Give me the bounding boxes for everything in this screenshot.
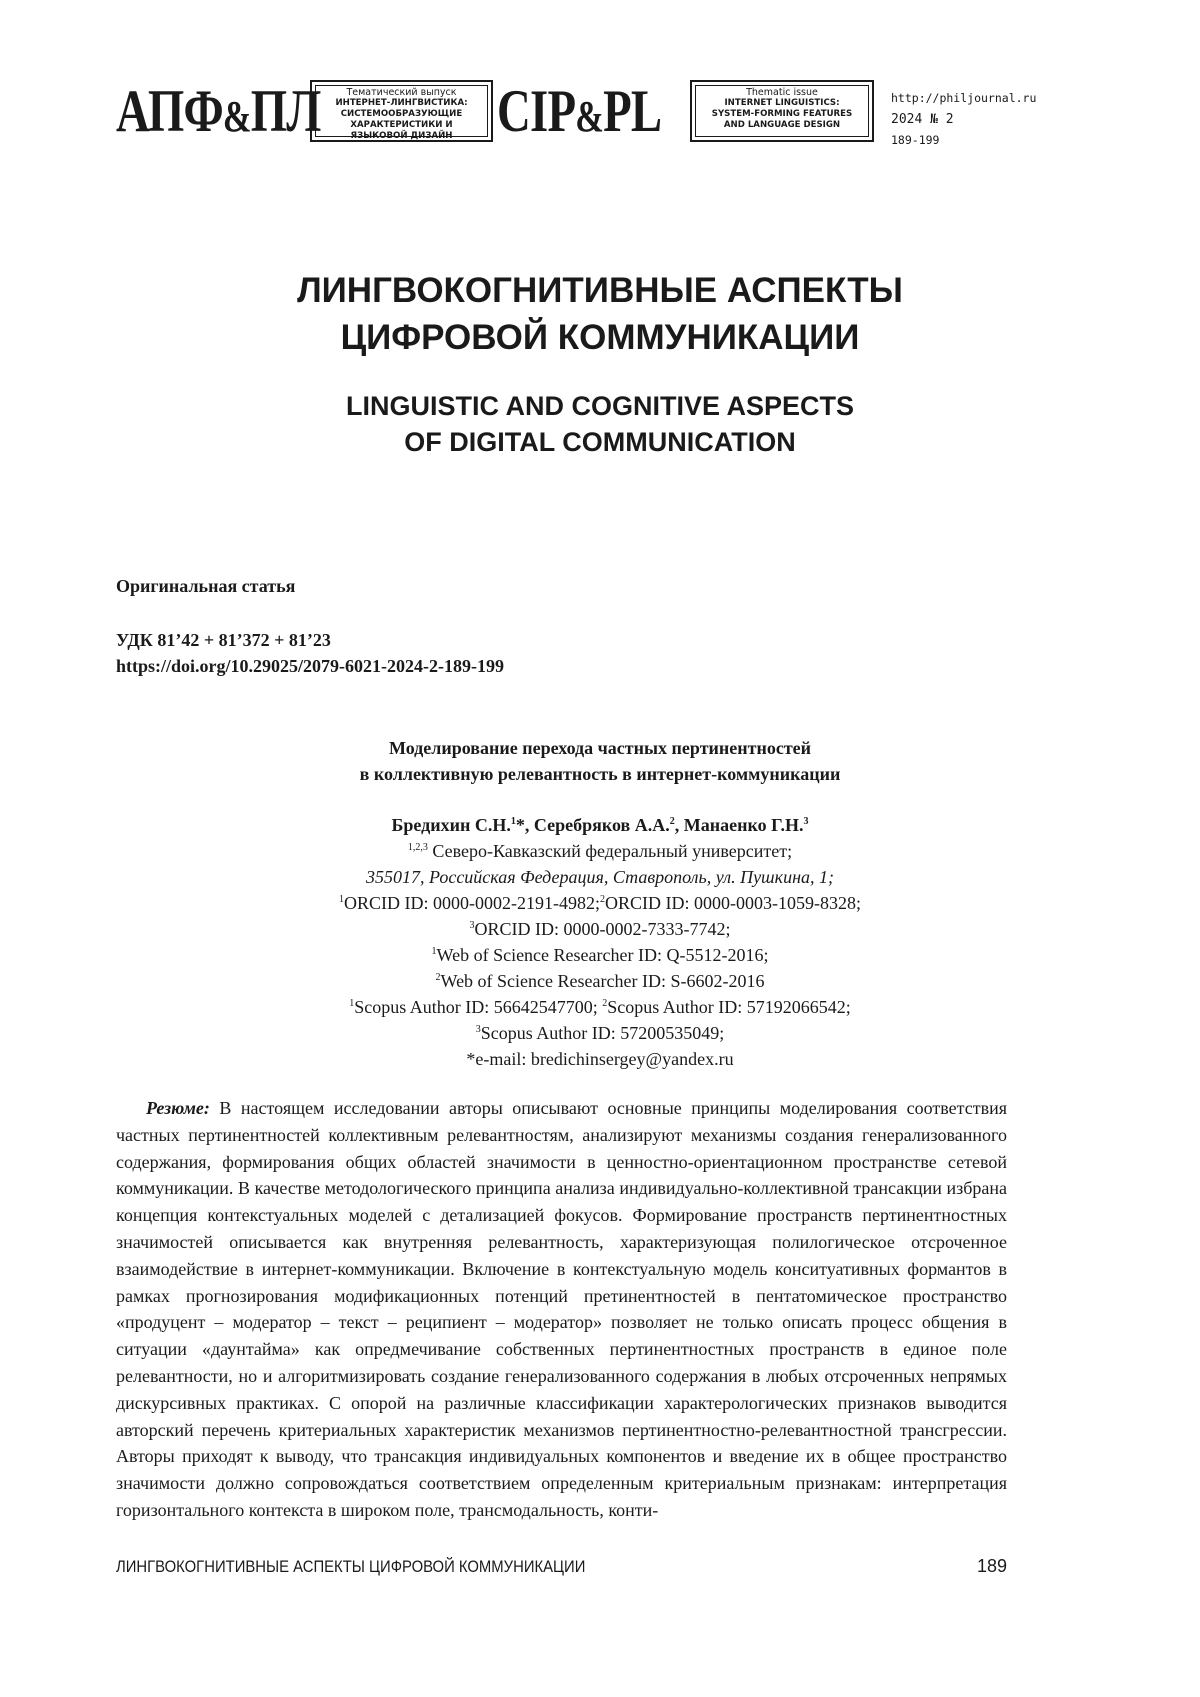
corresponding-email[interactable]: *e-mail: bredichinsergey@yandex.ru [466,1049,734,1069]
abstract-label: Резюме: [146,1098,210,1118]
page-number: 189 [976,1556,1007,1576]
journal-logo-en: CIP&PL [497,78,662,144]
thematic-issue-line: СИСТЕМООБРАЗУЮЩИЕ [340,109,463,119]
thematic-issue-box-ru [310,80,493,142]
page-range: 189-199 [891,133,940,147]
issue-number: 2024 № 2 [891,112,954,127]
scopus-id-line: $^1$Scopus Author ID: 56642547700; $^2$Scopus Author ID: 57192066542; [349,997,851,1017]
publication-info [891,88,1036,151]
udk-doi-block [116,627,504,679]
thematic-issue-line: INTERNET LINGUISTICS: [724,98,840,108]
thematic-issue-line: SYSTEM-FORMING FEATURES [711,109,853,119]
thematic-issue-line: ХАРАКТЕРИСТИКИ И [350,120,453,130]
thematic-issue-box-en [690,80,874,142]
article-title-ru: ЛИНГВОКОГНИТИВНЫЕ АСПЕКТЫ ЦИФРОВОЙ КОММУНИКАЦИИ [297,271,903,357]
article-subtitle: Моделирование перехода частных пертинентностей в коллективную релевантность в интернет-коммуникации [359,738,841,784]
article-type: Оригинальная статья [116,576,296,596]
scopus-id-line: $^3$Scopus Author ID: 57200535049; [475,1023,725,1043]
thematic-issue-label-en: Thematic issue [746,87,818,98]
thematic-issue-label-ru: Тематический выпуск [346,87,457,98]
abstract-text: В настоящем исследовании авторы описывают основные принципы моделирования соответствия частных пертинентностей коллективным релевантностям, анализируют механизмы создания генерализованного содержания, формирования общих областей значимости в ценностно-ориентационном пространстве сетевой коммуникации. В качестве методологического принципа анализа индивидуально-коллективной трансакции избрана концепция контекстуальных моделей с детализацией фокусов. Формирование пространств пертинентностных значимостей описывается как внутренняя релевантность, характеризующая полилогическое отсроченное взаимодействие в интернет-коммуникации. Включение в контекстуальную модель конситуативных формантов в рамках прогнозирования модификационных потенций претинентностей в пентатомическое пространство «продуцент – модератор – текст – реципиент – модератор» позволяет не только описать процесс общения в ситуации «даунтайма» как опредмечивание собственных пертинентностных пространств в единое поле релевантности, но и алгоритмизировать создание генерализованного содержания в любых отсроченных непрямых дискурсивных практиках. С опорой на различные классификации характерологических признаков выводится авторский перечень критериальных характеристик механизмов пертинентностно-релевантностной трансгрессии. Авторы приходят к выводу, что трансакция индивидуальных компонентов и введение их в общее пространство значимости должно сопровождаться соответствием определенным критериальным признакам: интерпретация горизонтального контекста в широком поле, трансмодальность, конти- [116,1098,1007,1520]
abstract [116,1095,1007,1524]
affiliation: $^{1,2,3}$ Северо-Кавказский федеральный университет; [407,841,793,861]
orcid-line: $^3$ORCID ID: 0000-0002-7333-7742; [469,919,731,939]
article-title-en: LINGUISTIC AND COGNITIVE ASPECTS OF DIGITAL COMMUNICATION [345,391,855,457]
udk-code: УДК 81’42 + 81’372 + 81’23 [116,630,331,650]
journal-masthead [116,76,1037,147]
wos-id-line: $^1$Web of Science Researcher ID: Q-5512-2016; [431,945,769,965]
thematic-issue-line: ИНТЕРНЕТ-ЛИНГВИСТИКА: [335,98,468,108]
running-footer-title: ЛИНГВОКОГНИТИВНЫЕ АСПЕКТЫ ЦИФРОВОЙ КОММУНИКАЦИИ [116,1558,586,1576]
journal-url[interactable]: http://philjournal.ru [891,91,1037,105]
orcid-line: $^1$ORCID ID: 0000-0002-2191-4982;$^2$ORCID ID: 0000-0003-1059-8328; [339,893,861,913]
wos-id-line: $^2$Web of Science Researcher ID: S-6602-2016 [435,971,765,991]
affiliation-address: 355017, Российская Федерация, Ставрополь, ул. Пушкина, 1; [365,867,834,887]
authors-block [0,812,1200,1072]
author-list: Бредихин С.Н.$^1$*, Серебряков А.А.$^2$, Манаенко Г.Н.$^3$ [391,815,809,835]
journal-logo-ru: АПФ&ПЛ [116,78,321,144]
doi-link[interactable]: https://doi.org/10.29025/2079-6021-2024-2-189-199 [116,656,504,676]
thematic-issue-line: AND LANGUAGE DESIGN [723,120,841,130]
thematic-issue-line: ЯЗЫКОВОЙ ДИЗАЙН [350,131,453,141]
